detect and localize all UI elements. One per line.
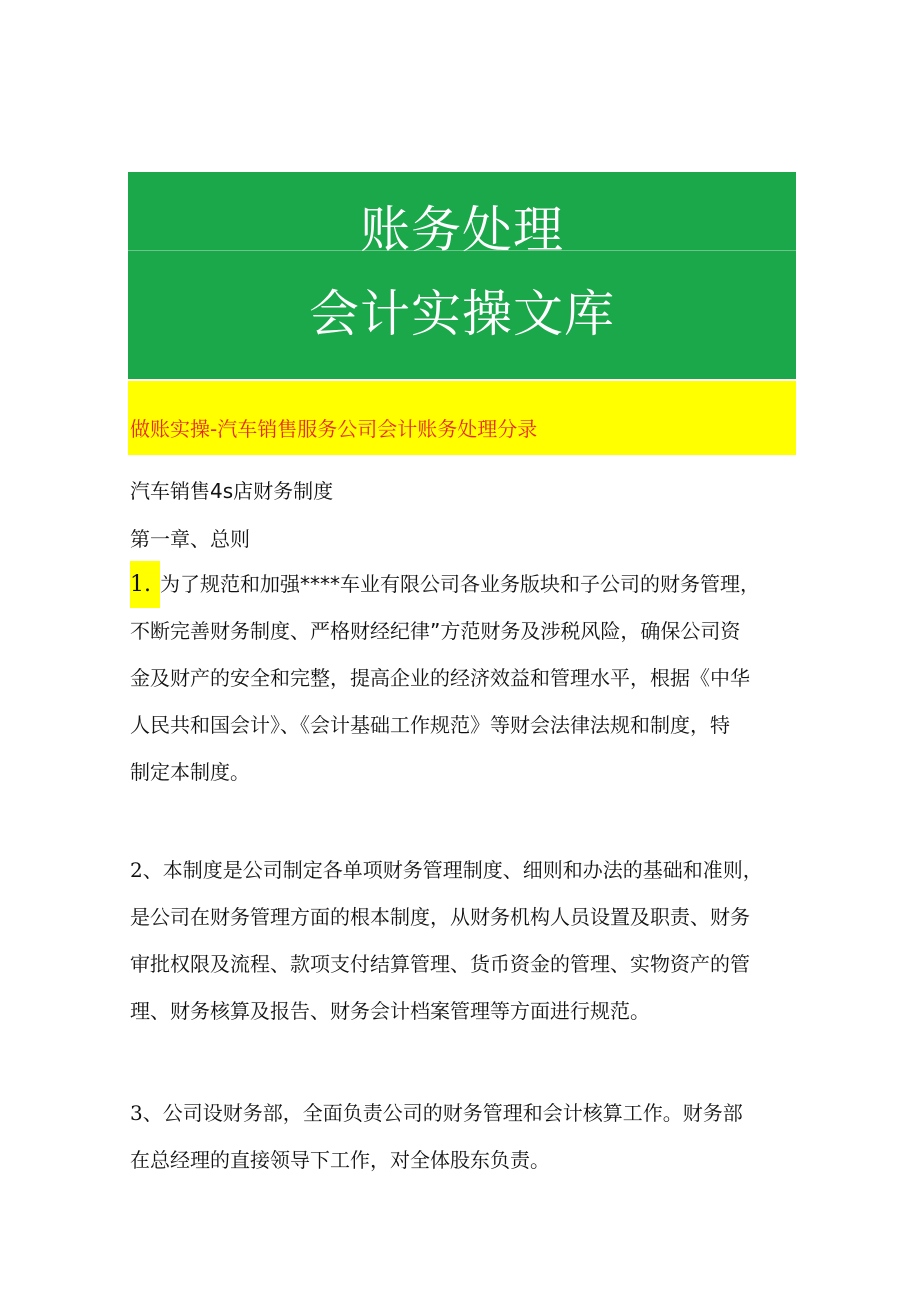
paragraph-line: 审批权限及流程、款项支付结算管理、货币资金的管理、实物资产的管 bbox=[130, 952, 750, 976]
subtitle-text: 做账实操-汽车销售服务公司会计账务处理分录 bbox=[130, 417, 538, 441]
paragraph-line-text: 、公司设财务部，全面负责公司的财务管理和会计核算工作。财务部 bbox=[142, 1101, 743, 1125]
paragraph-line-text: 为了规范和加强****车业有限公司各业务版块和子公司的财务管理， bbox=[160, 572, 760, 596]
paragraph-line: 不断完善财务制度、严格财经纪律”方范财务及涉税风险，确保公司资 bbox=[130, 619, 741, 643]
banner-title-line1: 账务处理 bbox=[360, 201, 564, 259]
paragraph-line bbox=[130, 561, 798, 608]
paragraph-line-text: 、本制度是公司制定各单项财务管理制度、细则和办法的基础和准则， bbox=[142, 858, 763, 882]
paragraph-line: 金及财产的安全和完整，提高企业的经济效益和管理水平，根据《中华 bbox=[130, 666, 750, 690]
subtitle-bar bbox=[128, 381, 796, 455]
paragraph-line: 制定本制度。 bbox=[130, 760, 250, 784]
paragraph-line bbox=[130, 1090, 798, 1137]
paragraph-3 bbox=[130, 1090, 798, 1184]
document-title: 汽车销售4s店财务制度 bbox=[130, 479, 334, 503]
paragraph-line: 理、财务核算及报告、财务会计档案管理等方面进行规范。 bbox=[130, 999, 650, 1023]
paragraph-number: 3 bbox=[130, 1101, 143, 1125]
paragraph-line: 人民共和国会计》、《会计基础工作规范》等财会法律法规和制度，特 bbox=[130, 713, 730, 737]
paragraph-1 bbox=[130, 561, 798, 796]
paragraph-2 bbox=[130, 847, 798, 1035]
chapter-heading: 第一章、总则 bbox=[130, 527, 250, 551]
paragraph-line: 在总经理的直接领导下工作，对全体股东负责。 bbox=[130, 1148, 550, 1172]
title-banner bbox=[128, 172, 796, 379]
paragraph-line: 是公司在财务管理方面的根本制度，从财务机构人员设置及职责、财务 bbox=[130, 905, 750, 929]
paragraph-number-highlight: 1. bbox=[130, 561, 160, 608]
banner-divider bbox=[128, 250, 796, 251]
paragraph-number: 2 bbox=[130, 858, 143, 882]
banner-title-line2: 会计实操文库 bbox=[309, 285, 615, 343]
paragraph-line bbox=[130, 847, 798, 894]
